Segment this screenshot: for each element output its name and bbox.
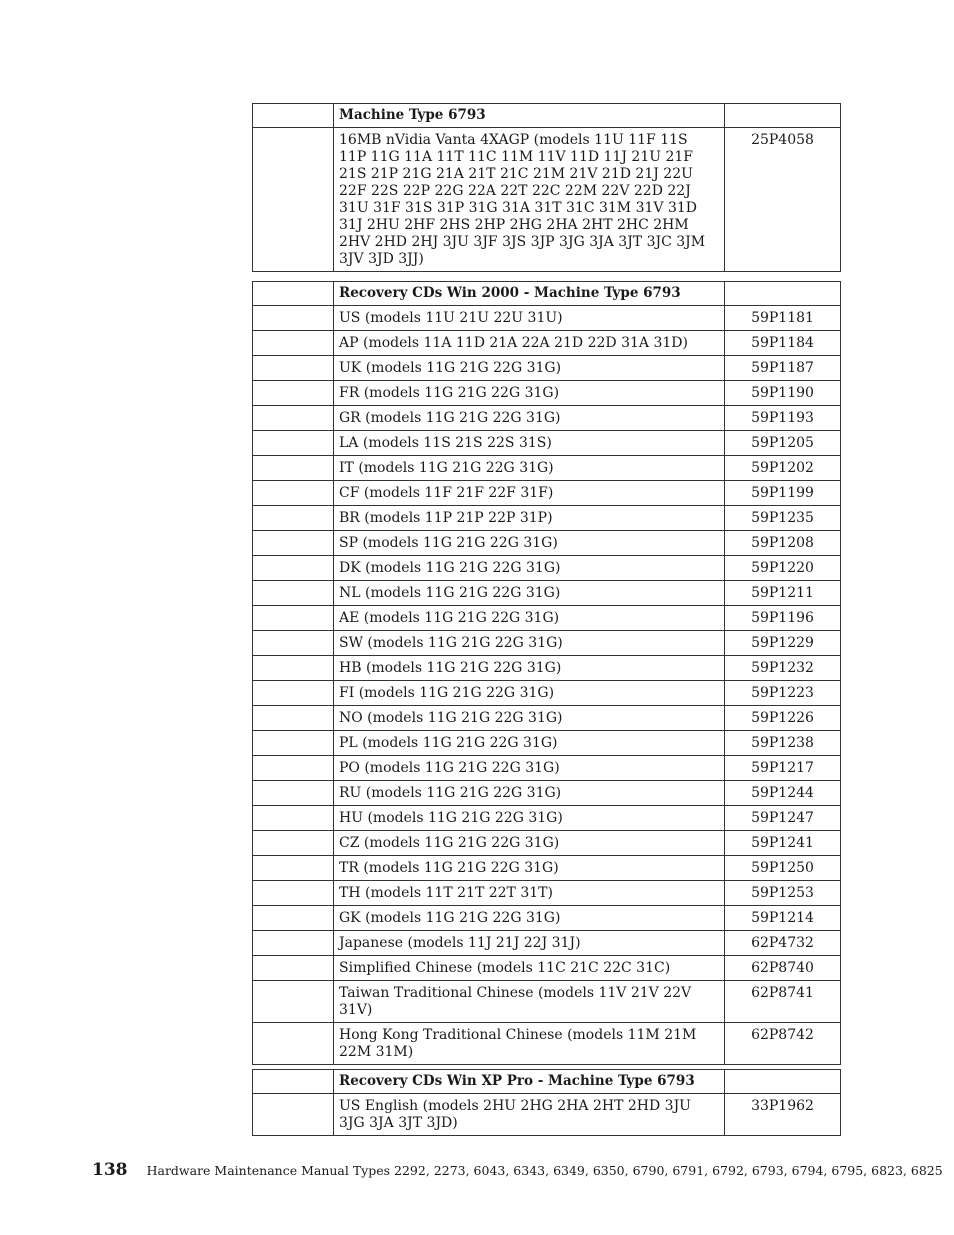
index-cell bbox=[253, 706, 334, 731]
fru-cell: 62P8740 bbox=[725, 956, 841, 981]
fru-cell: 59P1241 bbox=[725, 831, 841, 856]
table-row bbox=[253, 406, 841, 431]
table-row bbox=[253, 806, 841, 831]
table-row bbox=[253, 356, 841, 381]
index-cell bbox=[253, 456, 334, 481]
table-header-row bbox=[253, 1070, 841, 1094]
header-cell-index bbox=[253, 104, 334, 128]
description-cell: NL (models 11G 21G 22G 31G) bbox=[334, 581, 725, 606]
description-cell: IT (models 11G 21G 22G 31G) bbox=[334, 456, 725, 481]
fru-cell: 62P4732 bbox=[725, 931, 841, 956]
index-cell bbox=[253, 381, 334, 406]
header-cell-title: Recovery CDs Win XP Pro - Machine Type 6793 bbox=[334, 1070, 725, 1094]
index-cell bbox=[253, 431, 334, 456]
index-cell bbox=[253, 481, 334, 506]
fru-cell: 59P1214 bbox=[725, 906, 841, 931]
index-cell bbox=[253, 731, 334, 756]
table-row bbox=[253, 456, 841, 481]
table-row bbox=[253, 881, 841, 906]
description-cell: GR (models 11G 21G 22G 31G) bbox=[334, 406, 725, 431]
index-cell bbox=[253, 981, 334, 1023]
header-cell-fru bbox=[725, 104, 841, 128]
fru-cell: 59P1244 bbox=[725, 781, 841, 806]
index-cell bbox=[253, 556, 334, 581]
index-cell bbox=[253, 781, 334, 806]
index-cell bbox=[253, 581, 334, 606]
page-number: 138 bbox=[92, 1160, 128, 1180]
index-cell bbox=[253, 931, 334, 956]
description-cell: HU (models 11G 21G 22G 31G) bbox=[334, 806, 725, 831]
description-cell: US English (models 2HU 2HG 2HA 2HT 2HD 3JU 3JG 3JA 3JT 3JD) bbox=[334, 1094, 725, 1136]
description-cell: HB (models 11G 21G 22G 31G) bbox=[334, 656, 725, 681]
index-cell bbox=[253, 906, 334, 931]
description-cell: SW (models 11G 21G 22G 31G) bbox=[334, 631, 725, 656]
fru-cell: 59P1184 bbox=[725, 331, 841, 356]
table-row bbox=[253, 781, 841, 806]
description-cell: CF (models 11F 21F 22F 31F) bbox=[334, 481, 725, 506]
description-cell: LA (models 11S 21S 22S 31S) bbox=[334, 431, 725, 456]
fru-cell: 59P1199 bbox=[725, 481, 841, 506]
index-cell bbox=[253, 306, 334, 331]
table-row bbox=[253, 381, 841, 406]
fru-cell: 59P1229 bbox=[725, 631, 841, 656]
description-cell: PL (models 11G 21G 22G 31G) bbox=[334, 731, 725, 756]
parts-table-recovery-win2000 bbox=[252, 281, 841, 1065]
header-cell-index bbox=[253, 1070, 334, 1094]
fru-cell: 59P1190 bbox=[725, 381, 841, 406]
header-cell-fru bbox=[725, 282, 841, 306]
table-row bbox=[253, 331, 841, 356]
table-row bbox=[253, 531, 841, 556]
index-cell bbox=[253, 1094, 334, 1136]
fru-cell: 59P1193 bbox=[725, 406, 841, 431]
description-cell: SP (models 11G 21G 22G 31G) bbox=[334, 531, 725, 556]
description-cell: Hong Kong Traditional Chinese (models 11M 21M 22M 31M) bbox=[334, 1023, 725, 1065]
parts-table-recovery-winxp bbox=[252, 1069, 841, 1136]
index-cell bbox=[253, 656, 334, 681]
table-row bbox=[253, 556, 841, 581]
table-row bbox=[253, 631, 841, 656]
table-row bbox=[253, 931, 841, 956]
fru-cell: 59P1217 bbox=[725, 756, 841, 781]
fru-cell: 59P1181 bbox=[725, 306, 841, 331]
index-cell bbox=[253, 128, 334, 272]
index-cell bbox=[253, 606, 334, 631]
table-row bbox=[253, 756, 841, 781]
description-cell: FI (models 11G 21G 22G 31G) bbox=[334, 681, 725, 706]
description-cell: AP (models 11A 11D 21A 22A 21D 22D 31A 31D) bbox=[334, 331, 725, 356]
table-row bbox=[253, 831, 841, 856]
fru-cell: 59P1205 bbox=[725, 431, 841, 456]
table-row bbox=[253, 906, 841, 931]
description-cell: US (models 11U 21U 22U 31U) bbox=[334, 306, 725, 331]
table-row bbox=[253, 128, 841, 272]
index-cell bbox=[253, 681, 334, 706]
table-row bbox=[253, 731, 841, 756]
table-row bbox=[253, 581, 841, 606]
description-cell: DK (models 11G 21G 22G 31G) bbox=[334, 556, 725, 581]
table-row bbox=[253, 706, 841, 731]
index-cell bbox=[253, 856, 334, 881]
fru-cell: 59P1196 bbox=[725, 606, 841, 631]
fru-cell: 62P8742 bbox=[725, 1023, 841, 1065]
description-cell: CZ (models 11G 21G 22G 31G) bbox=[334, 831, 725, 856]
fru-cell: 33P1962 bbox=[725, 1094, 841, 1136]
table-row bbox=[253, 481, 841, 506]
description-cell: TR (models 11G 21G 22G 31G) bbox=[334, 856, 725, 881]
description-cell: GK (models 11G 21G 22G 31G) bbox=[334, 906, 725, 931]
fru-cell: 59P1226 bbox=[725, 706, 841, 731]
table-row bbox=[253, 1094, 841, 1136]
description-cell: NO (models 11G 21G 22G 31G) bbox=[334, 706, 725, 731]
table-row bbox=[253, 856, 841, 881]
description-cell: Simplified Chinese (models 11C 21C 22C 31C) bbox=[334, 956, 725, 981]
index-cell bbox=[253, 356, 334, 381]
table-row bbox=[253, 656, 841, 681]
footer-title: Hardware Maintenance Manual Types 2292, 2273, 6043, 6343, 6349, 6350, 6790, 6791, 6792, 6793, 6794, 6795, 6823, 6825 bbox=[146, 1163, 943, 1178]
index-cell bbox=[253, 631, 334, 656]
fru-cell: 59P1250 bbox=[725, 856, 841, 881]
fru-cell: 59P1220 bbox=[725, 556, 841, 581]
index-cell bbox=[253, 806, 334, 831]
description-cell: RU (models 11G 21G 22G 31G) bbox=[334, 781, 725, 806]
table-row bbox=[253, 431, 841, 456]
fru-cell: 59P1232 bbox=[725, 656, 841, 681]
fru-cell: 59P1187 bbox=[725, 356, 841, 381]
fru-cell: 59P1223 bbox=[725, 681, 841, 706]
fru-cell: 62P8741 bbox=[725, 981, 841, 1023]
description-cell: Japanese (models 11J 21J 22J 31J) bbox=[334, 931, 725, 956]
index-cell bbox=[253, 956, 334, 981]
description-cell: AE (models 11G 21G 22G 31G) bbox=[334, 606, 725, 631]
table-row bbox=[253, 506, 841, 531]
fru-cell: 59P1253 bbox=[725, 881, 841, 906]
description-cell: 16MB nVidia Vanta 4XAGP (models 11U 11F 11S 11P 11G 11A 11T 11C 11M 11V 11D 11J 21U 21F 21S 21P 21G 21A 21T 21C 21M 21V 21D 21J 22U 22F 22S 22P 22G 22A 22T 22C 22M 22V 22D 22J 31U 31F 31S 31P 31G 31A 31T 31C 31M 31V 31D 31J 2HU 2HF 2HS 2HP 2HG 2HA 2HT 2HC 2HM 2HV 2HD 2HJ 3JU 3JF 3JS 3JP 3JG 3JA 3JT 3JC 3JM 3JV 3JD 3JJ) bbox=[334, 128, 725, 272]
description-cell: UK (models 11G 21G 22G 31G) bbox=[334, 356, 725, 381]
index-cell bbox=[253, 756, 334, 781]
fru-cell: 59P1247 bbox=[725, 806, 841, 831]
header-cell-fru bbox=[725, 1070, 841, 1094]
description-cell: Taiwan Traditional Chinese (models 11V 21V 22V 31V) bbox=[334, 981, 725, 1023]
index-cell bbox=[253, 506, 334, 531]
description-cell: PO (models 11G 21G 22G 31G) bbox=[334, 756, 725, 781]
fru-cell: 25P4058 bbox=[725, 128, 841, 272]
header-cell-title: Machine Type 6793 bbox=[334, 104, 725, 128]
description-cell: BR (models 11P 21P 22P 31P) bbox=[334, 506, 725, 531]
index-cell bbox=[253, 531, 334, 556]
table-header-row bbox=[253, 282, 841, 306]
fru-cell: 59P1211 bbox=[725, 581, 841, 606]
index-cell bbox=[253, 1023, 334, 1065]
table-row bbox=[253, 1023, 841, 1065]
description-cell: FR (models 11G 21G 22G 31G) bbox=[334, 381, 725, 406]
index-cell bbox=[253, 406, 334, 431]
fru-cell: 59P1235 bbox=[725, 506, 841, 531]
header-cell-index bbox=[253, 282, 334, 306]
description-cell: TH (models 11T 21T 22T 31T) bbox=[334, 881, 725, 906]
table-row bbox=[253, 306, 841, 331]
fru-cell: 59P1238 bbox=[725, 731, 841, 756]
table-row bbox=[253, 606, 841, 631]
index-cell bbox=[253, 831, 334, 856]
index-cell bbox=[253, 881, 334, 906]
fru-cell: 59P1202 bbox=[725, 456, 841, 481]
table-row bbox=[253, 681, 841, 706]
table-row bbox=[253, 981, 841, 1023]
table-row bbox=[253, 956, 841, 981]
index-cell bbox=[253, 331, 334, 356]
header-cell-title: Recovery CDs Win 2000 - Machine Type 6793 bbox=[334, 282, 725, 306]
parts-table-machine-type bbox=[252, 103, 841, 272]
table-header-row bbox=[253, 104, 841, 128]
fru-cell: 59P1208 bbox=[725, 531, 841, 556]
page-footer bbox=[92, 1160, 943, 1180]
